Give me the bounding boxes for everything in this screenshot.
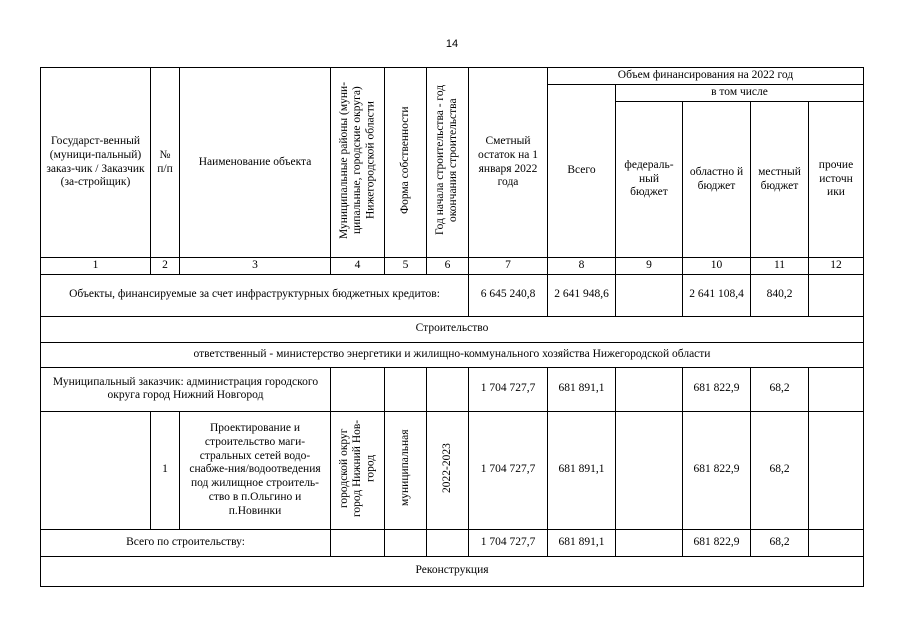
header-ownership-text: Форма собственности xyxy=(398,106,411,214)
customer-years xyxy=(427,367,469,411)
header-district-text: Муниципальные районы (муни-ципальные, городские округа) Нижегородской области xyxy=(337,81,377,239)
total-regional: 681 822,9 xyxy=(683,529,751,556)
header-local: местный бюджет xyxy=(751,102,809,258)
total-federal xyxy=(616,529,683,556)
page-number: 14 xyxy=(445,38,459,50)
object-customer xyxy=(41,411,151,529)
customer-local: 68,2 xyxy=(751,367,809,411)
customer-estimate: 1 704 727,7 xyxy=(469,367,548,411)
customer-regional: 681 822,9 xyxy=(683,367,751,411)
infra-other xyxy=(809,274,864,316)
column-number: 3 xyxy=(180,258,331,275)
object-years xyxy=(427,411,469,529)
column-number: 10 xyxy=(683,258,751,275)
object-ownership-text: муниципальная xyxy=(398,429,411,507)
total-district xyxy=(331,529,385,556)
object-years-text: 2022-2023 xyxy=(440,442,453,493)
object-federal xyxy=(616,411,683,529)
infra-federal xyxy=(616,274,683,316)
object-district-text: городской округ город Нижний Нов-город xyxy=(337,419,377,517)
header-total: Всего xyxy=(548,85,616,258)
header-object-name: Наименование объекта xyxy=(180,68,331,258)
total-ownership xyxy=(385,529,427,556)
total-construction-label: Всего по строительству: xyxy=(41,529,331,556)
section-construction: Строительство xyxy=(41,316,864,342)
customer-label: Муниципальный заказчик: администрация городского округа город Нижний Новгород xyxy=(41,367,331,411)
total-total: 681 891,1 xyxy=(548,529,616,556)
customer-other xyxy=(809,367,864,411)
header-other: прочие источн ики xyxy=(809,102,864,258)
header-years-text: Год начала строительства - год окончания строительства xyxy=(434,85,460,236)
column-number: 12 xyxy=(809,258,864,275)
responsible-ministry: ответственный - министерство энергетики и жилищно-коммунального хозяйства Нижегородской области xyxy=(41,342,864,367)
column-number: 6 xyxy=(427,258,469,275)
header-regional: областно й бюджет xyxy=(683,102,751,258)
column-number: 9 xyxy=(616,258,683,275)
header-customer: Государст-венный (муници-пальный) заказ-чик / Заказчик (за-стройщик) xyxy=(41,68,151,258)
column-number: 4 xyxy=(331,258,385,275)
object-name: Проектирование и строительство маги-стральных сетей водо-снабже-ния/водоотведения под жилищное строитель-ство в п.Ольгино и п.Новинки xyxy=(180,411,331,529)
infra-local: 840,2 xyxy=(751,274,809,316)
total-local: 68,2 xyxy=(751,529,809,556)
object-total: 681 891,1 xyxy=(548,411,616,529)
infra-estimate: 6 645 240,8 xyxy=(469,274,548,316)
header-federal: федераль-ный бюджет xyxy=(616,102,683,258)
column-number: 11 xyxy=(751,258,809,275)
column-number: 1 xyxy=(41,258,151,275)
object-local: 68,2 xyxy=(751,411,809,529)
header-estimate-balance: Сметный остаток на 1 января 2022 года xyxy=(469,68,548,258)
object-estimate: 1 704 727,7 xyxy=(469,411,548,529)
infra-row-label: Объекты, финансируемые за счет инфраструктурных бюджетных кредитов: xyxy=(41,274,469,316)
infra-regional: 2 641 108,4 xyxy=(683,274,751,316)
customer-federal xyxy=(616,367,683,411)
customer-ownership xyxy=(385,367,427,411)
infra-total: 2 641 948,6 xyxy=(548,274,616,316)
column-number: 7 xyxy=(469,258,548,275)
header-including: в том числе xyxy=(616,85,864,102)
total-other xyxy=(809,529,864,556)
object-ownership xyxy=(385,411,427,529)
object-number: 1 xyxy=(151,411,180,529)
total-estimate: 1 704 727,7 xyxy=(469,529,548,556)
header-funding-group: Объем финансирования на 2022 год xyxy=(548,68,864,85)
object-other xyxy=(809,411,864,529)
object-district xyxy=(331,411,385,529)
object-regional: 681 822,9 xyxy=(683,411,751,529)
header-years xyxy=(427,68,469,258)
header-ownership xyxy=(385,68,427,258)
column-number: 8 xyxy=(548,258,616,275)
financing-table xyxy=(40,67,864,587)
column-number: 5 xyxy=(385,258,427,275)
section-reconstruction: Реконструкция xyxy=(41,556,864,586)
column-number: 2 xyxy=(151,258,180,275)
header-district xyxy=(331,68,385,258)
total-years xyxy=(427,529,469,556)
customer-total: 681 891,1 xyxy=(548,367,616,411)
customer-district xyxy=(331,367,385,411)
header-number: № п/п xyxy=(151,68,180,258)
